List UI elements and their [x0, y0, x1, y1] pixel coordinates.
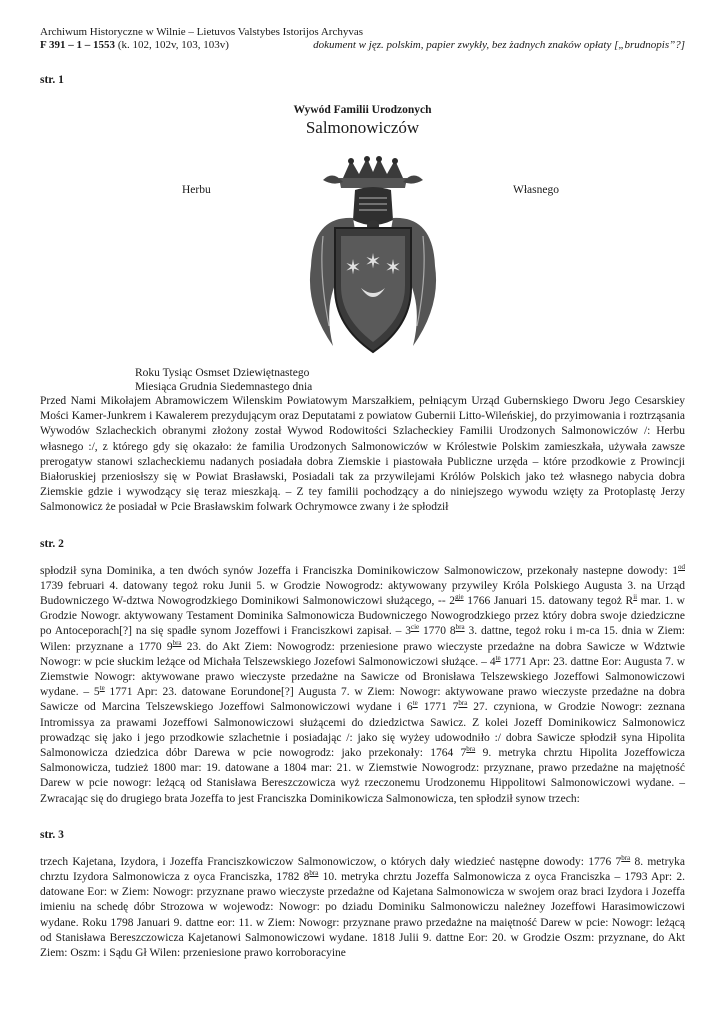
superscript: bra	[309, 869, 319, 878]
svg-text:✶: ✶	[344, 255, 362, 279]
document-subtitle: Wywód Familii Urodzonych	[293, 104, 432, 116]
paragraph-page-3	[40, 855, 685, 961]
superscript: te	[99, 684, 105, 693]
date-day: Miesiąca Grudnia Siedemnastego dnia	[135, 381, 313, 393]
text-run: trzech Kajetana, Izydora, i Jozeffa Franciszkowiczow Salmonowiczow, o których dały wiedzieć następne dowody: 1776 7	[40, 855, 622, 868]
text-run: 1739 februari 4. datowany tegoż roku Junii 5. w Grodzie Nowogrodz: aktywowany przywiley Króla Polskiego Augusta 3. na Urząd Budowniczego W-dztwa Nowogrodzkiego Dominikowi Salmonowiczowi służącego, -- 2	[40, 579, 685, 608]
superscript: bra	[458, 699, 468, 708]
section-label-page-2: str. 2	[40, 537, 64, 550]
svg-text:✶: ✶	[384, 255, 402, 279]
text-run: mar. 1. w Grodzie Nowogr. aktywowany Testament Dominika Salmonowicza Budowniczego Nowogrodzkiego przez który dobra swoje dziedziczne po Antoceporach[?] na się spadłe synom Jozeffowi i Franciszkowi zapisał. – 3	[40, 595, 685, 638]
text-run: 23. do Akt Ziem: Nowogrodz: przeniesione prawo wieczyste przedażne na dobra Sawicze w Wdztwie Nowogr: w pcie słuckim leżące od Michała Telszewskiego Jozefowi Salmonowiczowi służące. – 4	[40, 640, 685, 668]
date-year: Roku Tysiąc Osmset Dziewiętnastego	[135, 367, 310, 379]
superscript: bra	[621, 854, 631, 863]
superscript: te	[412, 699, 418, 708]
text-run: 1766 Januari 15. datowany tegoż R	[463, 595, 634, 608]
paragraph-page-2	[40, 564, 685, 807]
superscript: bra	[172, 638, 182, 647]
text-run: 1771 Apr: 23. dattne Eor: Augusta 7. w Ziemstwie Nowogr: aktywowane prawo wieczyste przedażne na Sawicze od Bronisława Telszewskiego Jozeffowi Salmonowiczowi wydane. – 5	[40, 655, 685, 699]
text-run: 1771 7	[417, 701, 459, 714]
superscript: te	[495, 654, 501, 663]
herb-label: Herbu	[182, 184, 211, 196]
document-note: dokument w jęz. polskim, papier zwykły, bez żadnych znaków opłaty [„brudnopis”?]	[313, 39, 685, 51]
paragraph-page-1: Przed Nami Mikołajem Abramowiczem Wilenskim Powiatowym Marszałkiem, pełniącym Urząd Gubernskiego Dworu Jego Cesarskiey Mości Kamer-Junkrem i Kawalerem prezydującym oraz Deputatami z powiatow Gubernii Litto-Wileńskiej, do przyimowania i roztrząsania Wywodów Szlacheckich obranymi złożony został Wywod Rodowitości Szlacheckiey Familii Urodzonych Salmonowiczów /: Herbu własnego :/, z którego gdy się okazało: że familia Urodzonych Salmonowiczów w Królestwie Polskim zamieszkała, używała zawsze prerogatyw stanowi szlacheckiemu nadanych posiadała dobra Ziemskie i piastowała Publiczne urzęda – które przodkowie z Prowincji Białoruskiej przeniosłszy się w Powiat Brasławski, Posiadali tak za przywilejami Królów Polskich jako też własnego nabycia dobra Ziemskie gdzie i wywodzący się teraz mieszkają. – Z tey familii pochodzący a do niniejszego wywodu wzięty za Protoplastę Jerzy Salmonowicz że posiadał w Pcie Brasławskim folwark Ochrymowce zwany i że spłodził	[40, 395, 685, 514]
svg-text:✶: ✶	[364, 249, 382, 273]
archive-pages: (k. 102, 102v, 103, 103v)	[117, 39, 229, 51]
text-run: 3. dattne, tegoż roku i m-ca 15. dnia w Ziem: Wilen: przyznane a 1770 9	[40, 625, 685, 653]
helmet-icon	[353, 187, 393, 232]
superscript: bra	[466, 745, 476, 754]
section-label-page-1: str. 1	[40, 74, 64, 86]
archive-reference-row	[40, 39, 685, 52]
coat-of-arms-image	[293, 156, 453, 354]
archive-signature: F 391 – 1 – 1553	[40, 39, 116, 51]
superscript: cie	[410, 623, 420, 632]
document-title: Salmonowiczów	[305, 118, 420, 137]
text-run: spłodził syna Dominika, a ten dwóch synów Jozeffa i Franciszka Dominikowiczow Salmonowiczow, przekonały nastepne dowody: 1	[40, 564, 678, 577]
section-label-page-3: str. 3	[40, 828, 64, 841]
text-run: 10. metryka chrztu Jozeffa Salmonowicza z oyca Franciszka – 1793 Apr: 2. datowane Eor: w Ziem: Nowogr: przyznane prawo wieczyste przedażne od Kajetana Salmonowicza w swojem oraz braci Izydora i Jozeffa imieniu na schedę dóbr Strozowa w wojewodz: Nowogr: po dziadu Dominiku Salmonowiczu należney Jozeffowi Harasimowiczowi wydane. Roku 1798 Januari 9. dattne eor: 11. w Ziem: Nowogr: przyznane prawo przedażne na maiętność Darew w pcie: Nowogr: leżącą od Stanisława Bereszczowicza Kajetanowi Salmonowiczowi wydane. 1818 Julii 9. dattne Eor: 20. w Grodzie Oszm: przyznane, do Akt Ziem: Oszm: i Sądu Gł Wilen: przeniesione prawo korroboracyine	[40, 871, 685, 960]
date-lines	[135, 366, 685, 394]
coat-of-arms-row	[40, 146, 685, 356]
shield-icon	[335, 228, 411, 352]
text-run: 8. metryka chrztu Izydora Salmonowicza z oyca Franciszka, 1782 8	[40, 855, 686, 884]
wlasne-label: Własnego	[513, 184, 559, 196]
text-run: 9. metryka chrztu Hipolita Jozeffowicza Salmonowicza, tudzież 1800 mar: 19. datowane a 1804 mar: 21. w Ziemstwie Nowogrodz: przyznane, prawo przedażne na majętność Darew w pcie nowogr: leżącą od Stanisława Bereszczowicza wyż rzeczonemu Urodzonemu Hippolitowi Salmonowiczowi wydane. – Zwracając się do drugiego brata Jozeffa to jest Franciszka Dominikowicza Salmonowicza, ten spłodził synow trzech:	[40, 747, 685, 805]
superscript: od	[678, 562, 685, 571]
superscript: gie	[455, 593, 464, 602]
text-run: 1771 Apr: 23. datowane Eorundone[?] Augusta 7. w Ziem: Nowogr: aktywowane prawo wieczyste przedażne na dobra Sawicze od Marcina Telszewskiego Jozeffowi Salmonowiczowi wydane i 6	[40, 686, 685, 714]
text-run: 27. czyniona, w Grodzie Nowogr: zeznana Intromissya za prawami Jozeffowi Salmonowiczowi służącemi do dziedzictwa Sawicz. Z kolei Jozeff Dominikowicz Salmonowicz prowadząc się jako i jego przodkowie szlachetnie i posiadając /: jako się wyżey udowodniło :/ dobra Sawicze spłodził syna Hipolita Salmonowicza dziedzica dóbr Darewa w pcie nowogrodz: jako przekonały: 1764 7	[40, 701, 685, 760]
archive-reference	[40, 39, 229, 52]
superscript: bra	[455, 623, 465, 632]
archive-name: Archiwum Historyczne w Wilnie – Lietuvos Valstybes Istorijos Archyvas	[40, 26, 363, 38]
crown-icon	[323, 156, 423, 188]
superscript: ii	[633, 593, 638, 602]
text-run: 1770 8	[419, 625, 456, 638]
